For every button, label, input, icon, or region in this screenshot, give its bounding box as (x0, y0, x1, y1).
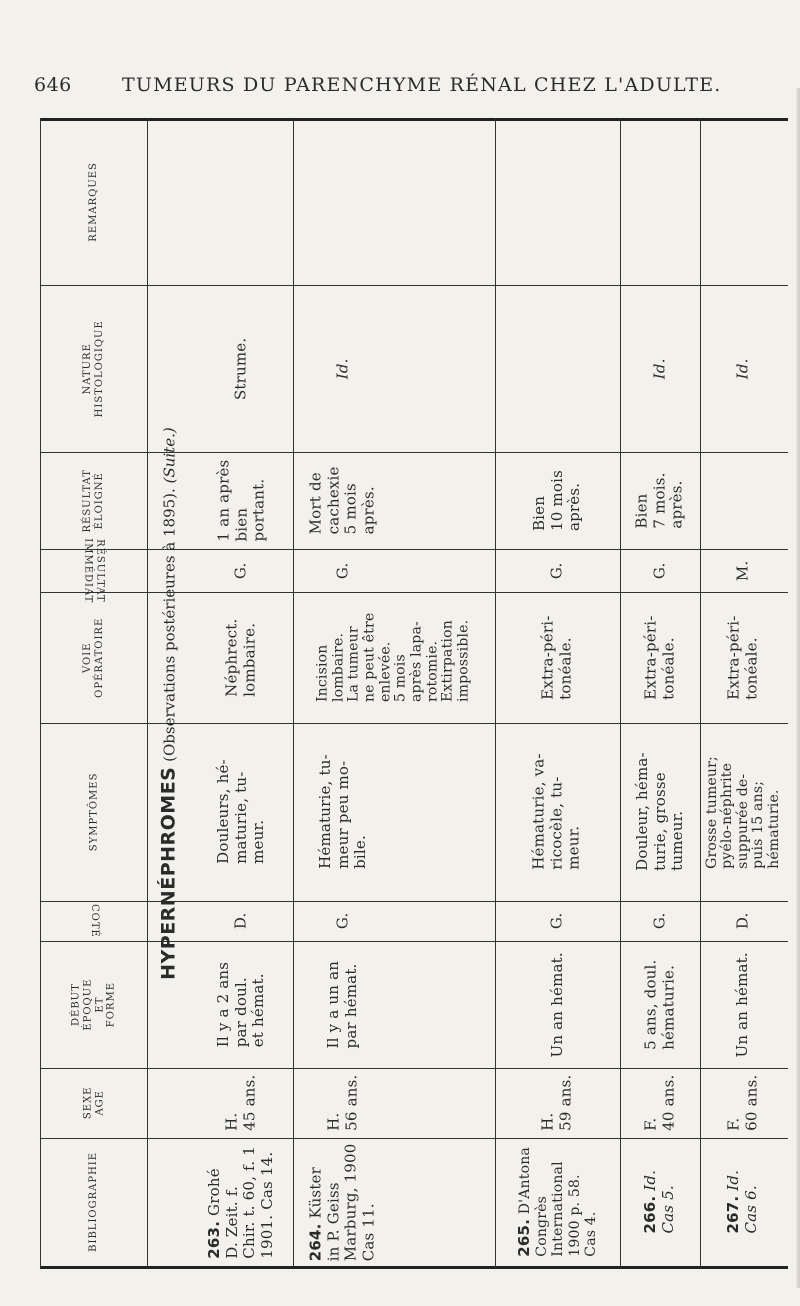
cell-sexe-age-266: F. 40 ans. (641, 1074, 677, 1132)
caption-normal: (Observations postérieures à 1895). (160, 483, 179, 767)
cell-symptomes-264: Hématurie, tu- meur peu mo- bile. (315, 754, 369, 870)
header-resultat-eloigne: RÉSULTAT ÉLOIGNÉ (82, 468, 105, 533)
top-rule (40, 118, 788, 121)
header-resultat-immediat: RÉSULTAT IMMÉDIAT (82, 537, 106, 604)
cell-eloigne-266: Bien 7 mois. après. (632, 472, 686, 529)
header-sexe-age: SEXE AGE (82, 1086, 105, 1120)
cell-debut-266: 5 ans, doul. hématurie. (641, 959, 678, 1050)
cell-sexe-age-265: H. 59 ans. (538, 1074, 575, 1132)
cell-cote-264: G. (333, 912, 352, 930)
cell-debut-263: Il y a 2 ans par doul. et hémat. (213, 961, 268, 1048)
cell-debut-265: Un an hémat. (547, 951, 566, 1058)
row-number: 267. (724, 1196, 743, 1234)
col-rule (40, 118, 41, 1268)
header-nature-histologique: NATURE HISTOLOGIQUE (82, 319, 105, 418)
cell-biblio-265: 265. D'Antona Congrès International 1900 p. 58. Cas 4. (514, 1147, 599, 1257)
header-bibliographie: BIBLIOGRAPHIE (88, 1152, 100, 1252)
table (40, 118, 788, 1270)
page-number: 646 (34, 74, 72, 96)
cell-symptomes-265: Hématurie, va- ricocèle, tu- meur. (529, 753, 584, 871)
cell-eloigne-263: 1 an après bien portant. (213, 459, 268, 542)
cell-symptomes-267: Grosse tumeur; pyélo-néphrite suppurée de- puis 15 ans; hématurie. (703, 755, 782, 869)
cell-sexe-age-263: H. 45 ans. (222, 1074, 259, 1132)
row-number: 266. (641, 1196, 660, 1234)
cell-nature-265 (495, 286, 620, 451)
page-header (34, 74, 774, 104)
cell-nature-263: Strume. (231, 337, 250, 400)
cell-debut-267: Un an hémat. (733, 951, 752, 1058)
page-edge (796, 88, 800, 1288)
cell-cote-266: G. (650, 912, 669, 930)
cell-eloigne-265: Bien 10 mois après. (529, 469, 584, 532)
caption-italic: (Suite.) (160, 427, 179, 484)
cell-nature-266: Id. (650, 358, 669, 379)
cell-cote-265: G. (547, 912, 566, 930)
cell-sexe-age-267: F. 60 ans. (724, 1074, 760, 1132)
cell-cote-263: D. (231, 912, 250, 930)
row-number: 263. (205, 1220, 224, 1259)
cell-immediat-264: G. (333, 562, 352, 579)
header-voie-operatoire: VOIE OPÉRATOIRE (82, 617, 105, 698)
cell-biblio-263: 263. Grohé D. Zeit. f. Chir. t. 60, f. 1 1901. Cas 14. (205, 1145, 277, 1259)
cell-nature-264: Id. (333, 358, 352, 379)
cell-voie-264: Incision lombaire. La tumeur ne peut être enlevée. 5 mois après lapa- rotomie. Extirpation impossible. (314, 612, 472, 703)
cell-immediat-266: G. (650, 562, 669, 579)
row-number: 265. (514, 1219, 533, 1257)
cell-biblio-264: 264. Küster in P. Geiss Marburg, 1900 Cas 11. (306, 1143, 378, 1261)
cell-nature-267: Id. (733, 358, 752, 379)
bottom-rule (40, 1266, 788, 1269)
cell-voie-266: Extra-péri- tonéale. (641, 615, 677, 700)
cell-eloigne-267 (700, 453, 786, 548)
cell-immediat-263: G. (231, 562, 250, 579)
cell-eloigne-264: Mort de cachexie 5 mois après. (306, 466, 378, 535)
header-remarques: REMARQUES (88, 162, 100, 242)
cell-voie-263: Néphrect. lombaire. (222, 618, 259, 697)
cell-voie-267: Extra-péri- tonéale. (724, 615, 760, 700)
cell-voie-265: Extra-péri- tonéale. (538, 615, 575, 700)
running-title: TUMEURS DU PARENCHYME RÉNAL CHEZ L'ADULTE. (122, 74, 722, 96)
caption-bold: HYPERNÉPHROMES (157, 766, 180, 980)
header-debut: DÉBUT ÉPOQUE ET FORME (70, 978, 117, 1031)
cell-sexe-age-264: H. 56 ans. (324, 1074, 360, 1132)
cell-biblio-267: 267. Id. Cas 6. (724, 1170, 760, 1234)
cell-cote-267: D. (733, 912, 752, 930)
cell-debut-264: Il y a un an par hémat. (324, 960, 360, 1049)
table-caption (150, 268, 188, 1168)
cell-symptomes-266: Douleur, héma- turie, grosse tumeur. (632, 752, 686, 872)
row-number: 264. (306, 1223, 325, 1261)
cell-symptomes-263: Douleurs, hé- maturie, tu- meur. (213, 759, 268, 865)
header-cote: COTÉ (88, 904, 100, 938)
header-symptomes: SYMPTÔMES (88, 772, 100, 852)
cell-immediat-265: G. (547, 562, 566, 579)
cell-biblio-266: 266. Id. Cas 5. (641, 1170, 677, 1234)
cell-immediat-267: M. (733, 560, 752, 581)
